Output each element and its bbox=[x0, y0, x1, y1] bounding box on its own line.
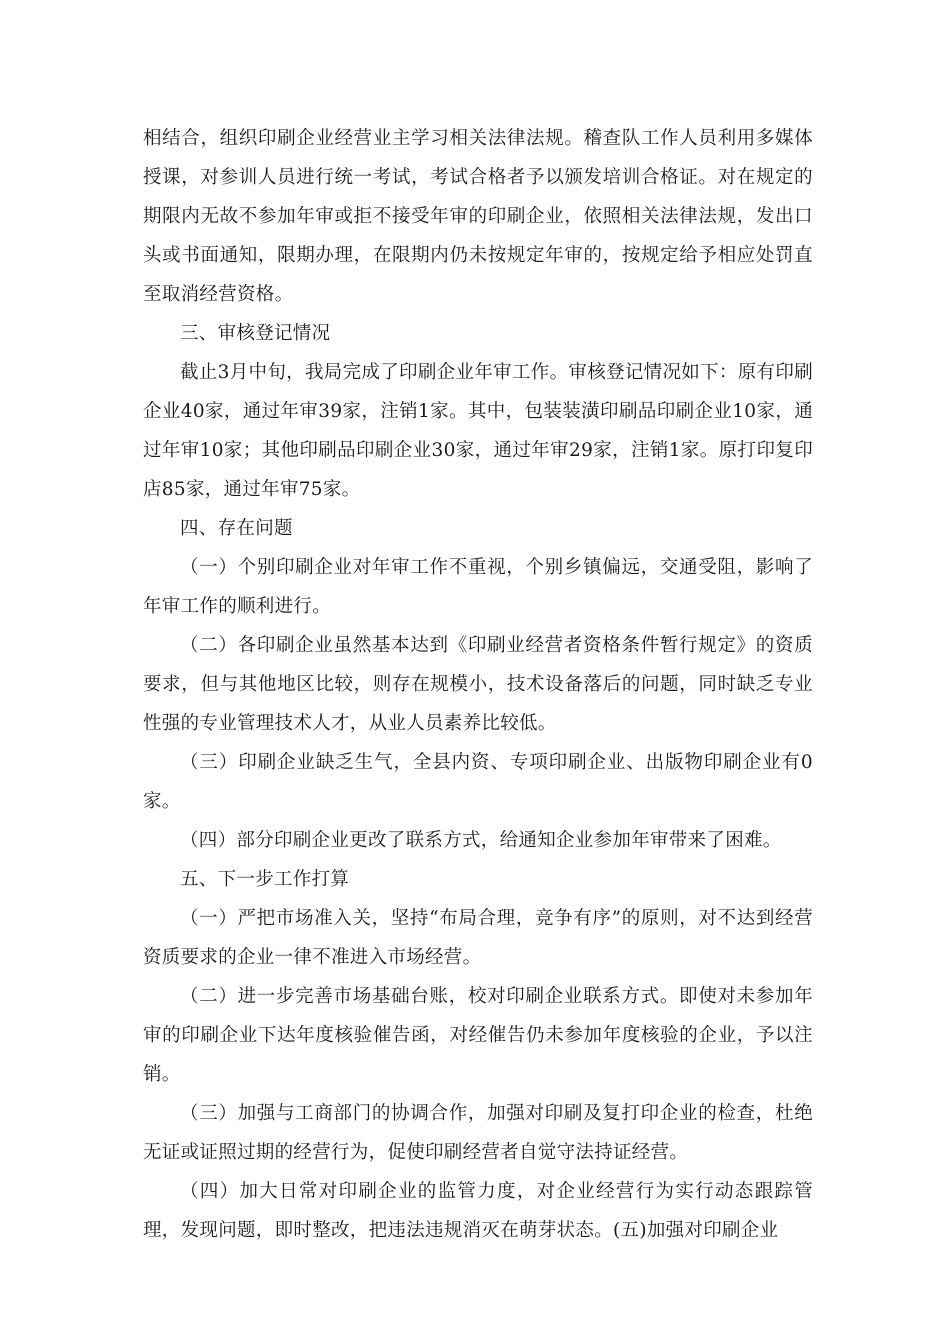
paragraph-problem-4: （四）部分印刷企业更改了联系方式，给通知企业参加年审带来了困难。 bbox=[180, 830, 782, 851]
paragraph-plan-4: （四）加大日常对印刷企业的监管力度，对企业经营行为实行动态跟踪管理，发现问题，即时整改，把违法违规消灭在萌芽状态。(五)加强对印刷企业 bbox=[143, 1181, 813, 1241]
section-heading-next-steps: 五、下一步工作打算 bbox=[180, 869, 350, 890]
paragraph-plan-3: （三）加强与工商部门的协调合作，加强对印刷及复打印企业的检查，杜绝无证或证照过期的经营行为，促使印刷经营者自觉守法持证经营。 bbox=[143, 1103, 813, 1163]
paragraph-plan-2: （二）进一步完善市场基础台账，校对印刷企业联系方式。即使对未参加年审的印刷企业下达年度核验催告函，对经催告仍未参加年度核验的企业，予以注销。 bbox=[143, 986, 813, 1085]
document-body bbox=[143, 119, 813, 1250]
paragraph-continuation: 相结合，组织印刷企业经营业主学习相关法律法规。稽查队工作人员利用多媒体授课，对参训人员进行统一考试，考试合格者予以颁发培训合格证。对在规定的期限内无故不参加年审或拒不接受年审的印刷企业，依照相关法律法规，发出口头或书面通知，限期办理，在限期内仍未按规定年审的，按规定给予相应处罚直至取消经营资格。 bbox=[143, 128, 813, 305]
paragraph-review-statistics: 截止3月中旬，我局完成了印刷企业年审工作。审核登记情况如下：原有印刷企业40家，通过年审39家，注销1家。其中，包装装潢印刷品印刷企业10家，通过年审10家；其他印刷品印刷企业30家，通过年审29家，注销1家。原打印复印店85家，通过年审75家。 bbox=[143, 362, 813, 500]
paragraph-problem-3: （三）印刷企业缺乏生气，全县内资、专项印刷企业、出版物印刷企业有0家。 bbox=[143, 752, 813, 812]
paragraph-plan-1: （一）严把市场准入关，坚持“布局合理，竞争有序”的原则，对不达到经营资质要求的企业一律不准进入市场经营。 bbox=[143, 908, 813, 968]
section-heading-review-registration: 三、审核登记情况 bbox=[180, 323, 331, 344]
section-heading-existing-problems: 四、存在问题 bbox=[180, 518, 293, 539]
paragraph-problem-1: （一）个别印刷企业对年审工作不重视，个别乡镇偏远，交通受阻，影响了年审工作的顺利进行。 bbox=[143, 557, 813, 617]
paragraph-problem-2: （二）各印刷企业虽然基本达到《印刷业经营者资格条件暂行规定》的资质要求，但与其他地区比较，则存在规模小，技术设备落后的问题，同时缺乏专业性强的专业管理技术人才，从业人员素养比较低。 bbox=[143, 635, 813, 734]
